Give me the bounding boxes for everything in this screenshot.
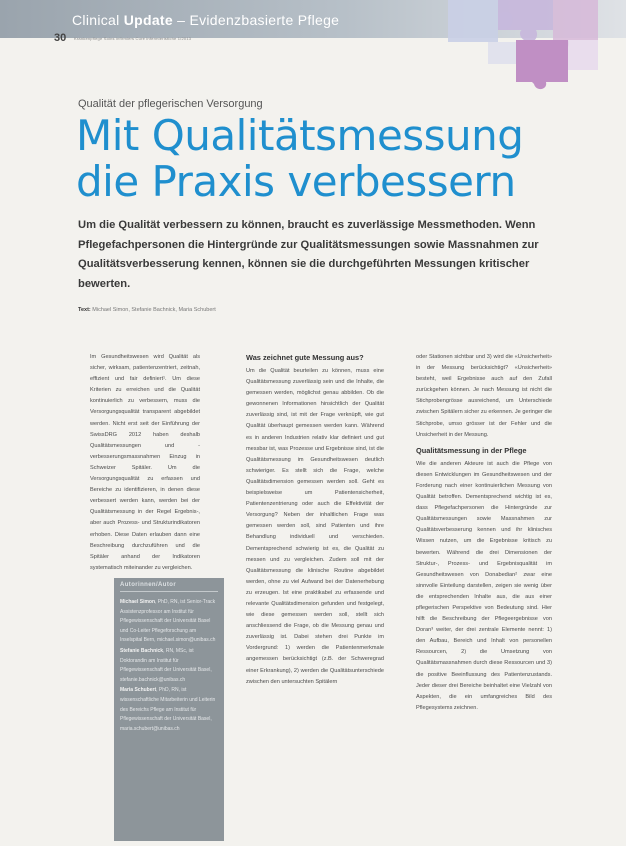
column-1-text: Im Gesundheitswesen wird Qualität als sicher, wirksam, patientenzentriert, zeitnah, effizient und fair definiert¹. Um diese Kriterien zu erreichen und die Qualität kontinuierlich zu verbessern, muss die Versorgungsqualität transparent abgebildet werden. Nicht erst seit der Einführung der SwissDRG 2012 haben deshalb Qualitätsmessungen und -verbesserungsmassnahmen Einzug in Schweizer Spitäler. Um die Versorgungsqualität zu erfassen und Bereiche zu identifizieren, in denen diese verbessert werden kann, werden bei der Qualitätsmessung in der Regel Ergebnis-, aber auch Prozess- und Strukturindikatoren erhoben. Diese Daten erlauben dann eine Beschreibung durchzuführen und die Spitäler anhand der Indikatoren systematisch miteinander zu vergleichen.: [90, 354, 200, 571]
column-2-text: Um die Qualität beurteilen zu können, muss eine Qualitätsmessung zuverlässig sein und die Inhalte, die gemessen werden, möglichst genau abbilden. Ob die gewonnenen Informationen hinsichtlich der Qualität zuverlässig sind, ist mit der Frage verknüpft, wie gut Qualität überhaupt gemessen werden kann. Während es in anderen Industrien relativ klar definiert und gut messbar ist, was Prozesse und Ergebnisse sind, ist die Qualitätsmessung im Gesundheitswesen deutlich schwieriger. Es stellt sich die Frage, welche Qualitätsdimension gemessen werden soll. Geht es beispielsweise um Patientensicherheit, Patientenzentrierung oder auch die Effektivität der Versorgung? Neben der inhaltlichen Frage was gemessen werden soll, sind Patienten und ihre Behandlung individuell und verschieden. Dementsprechend schwierig ist es, die Qualität zu messen und zu vergleichen. Zudem soll mit der Qualitätsmessung die klinische Routine abgebildet werden, ohne zu viel Aufwand bei der Datenerhebung zu erzeugen. Ist eine praktikabel zu erfassende und relevante Qualitätsdimension gefunden und festgelegt, wie diese gemessen werden soll, stellt sich anschliessend die Frage, ob die Messung genau und zuverlässig ist. Dabei stehen drei Punkte im Vordergrund: 1) werden die Patientenmerkmale angemessen berücksichtigt (z.B. der Schweregrad einer Erkrankung), 2) werden die Qualitätsunterschiede zwischen den untersuchten Spitälern: [246, 368, 384, 685]
authors-box-heading: Autorinnen/Autor: [120, 582, 218, 592]
author-name: Michael Simon: [120, 599, 156, 605]
author-bio: , PhD, RN, ist Senior-Track Assistenzprofessor am Institut für Pflegewissenschaft der Universität Basel und Co-Leiter Pflegeforschung am Inselspital Bern, michael.simon@unibas.ch: [120, 599, 216, 644]
article-title: [76, 113, 523, 205]
column-3-text: Wie die anderen Akteure ist auch die Pflege von diesen Entwicklungen im Gesundheitswesen und der Forderung nach einer kontinuierlichen Messung von Qualität betroffen. Dementsprechend wichtig ist es, dass Pflegefachpersonen die Hintergründe zur Qualitätsmessungen sowie Massnahmen zur Qualitätsverbesserung kennen und ihr klinisches Wissen nutzen, um die Ergebnisse kritisch zu bewerten. Während die drei Dimensionen der Struktur-, Prozess- und Ergebnisqualität im Gesundheitswesen von Donabedian² zwar eine sinnvolle Einteilung darstellen, zeigen sie wenig über die entsprechenden Inhalte aus, die aus einer pflegerischen Perspektive von Bedeutung sind. Hier hilft die Beschreibung der Pflegeergebnisse von Doran³ weiter, der drei zentrale Elemente nennt: 1) den Aufbau, Bereich und Inhalt von personellen Ressourcen, 2) die Umsetzung von Qualitätsmassnahmen durch diese Ressourcen und 3) die positive Beeinflussung des Patientenzustands. Jeder dieser drei Bereiche beinhaltet eine Vielzahl von Aspekten, die ein umfangreiches Bild des Pflegesystems zeichnen.: [416, 460, 552, 711]
section-heading-nursing-quality: Qualitätsmessung in der Pflege: [416, 445, 527, 455]
column-3: [416, 352, 552, 714]
article-title-line1: Mit Qualitätsmessung: [76, 111, 524, 160]
author-entry: [120, 647, 218, 685]
header-title-rest: – Evidenzbasierte Pflege: [172, 12, 340, 28]
author-name: Maria Schubert: [120, 687, 157, 694]
authors-box: [114, 578, 224, 841]
page-number: 30: [54, 32, 67, 44]
author-bio: , RN, MSc, ist Doktorandin am Institut für Pflegewissenschaft der Universität Basel, stefanie.bachnick@unibas.ch: [120, 647, 212, 683]
header-title: [72, 12, 339, 28]
author-entry: [120, 598, 218, 646]
column-1: [90, 352, 200, 574]
author-name: Stefanie Bachnick: [120, 647, 164, 654]
article-credits: [78, 307, 216, 313]
section-heading-good-measurement: Was zeichnet gute Messung aus?: [246, 353, 364, 362]
header-subline: Krankenpflege Soins infirmiers Cure infermieristiche 1/2013: [74, 36, 192, 41]
header-title-bold: Update: [123, 12, 173, 28]
article-title-line2: die Praxis verbessern: [76, 157, 516, 206]
article-kicker: Qualität der pflegerischen Versorgung: [78, 98, 263, 110]
author-entry: [120, 686, 218, 734]
credits-names: Michael Simon, Stefanie Bachnick, Maria Schubert: [92, 307, 216, 313]
column-2: [246, 352, 384, 688]
author-bio: , PhD, RN, ist wissenschaftliche Mitarbeiterin und Leiterin des Bereichs Pflege am Institut für Pflegewissenschaft der Universität Basel, maria.schubert@unibas.ch: [120, 687, 216, 732]
article-lead: Um die Qualität verbessern zu können, braucht es zuverlässige Messmethoden. Wenn Pflegefachpersonen die Hintergründe zur Qualitätsmessungen sowie Massnahmen zur Qualitätsverbesserung kennen, können sie die durchgeführten Messungen kritischer bewerten.: [78, 219, 539, 290]
column-3-intro: oder Stationen sichtbar und 3) wird die «Unsicherheit» in der Messung berücksichtigt? «Unsicherheit» besteht, weil Ergebnisse auch auf den Zufall zurückgehen können. Je nach Messung ist nicht die Stichprobengrösse ausreichend, um Unterschiede zwischen Spitälern sicher zu erkennen. Je geringer die Stichprobe, umso grösser ist der Fehler und die Unsicherheit in der Messung.: [416, 354, 552, 438]
puzzle-pieces-illustration: [428, 0, 598, 92]
header-title-thin: Clinical: [72, 12, 120, 28]
credits-label: Text:: [78, 307, 91, 313]
